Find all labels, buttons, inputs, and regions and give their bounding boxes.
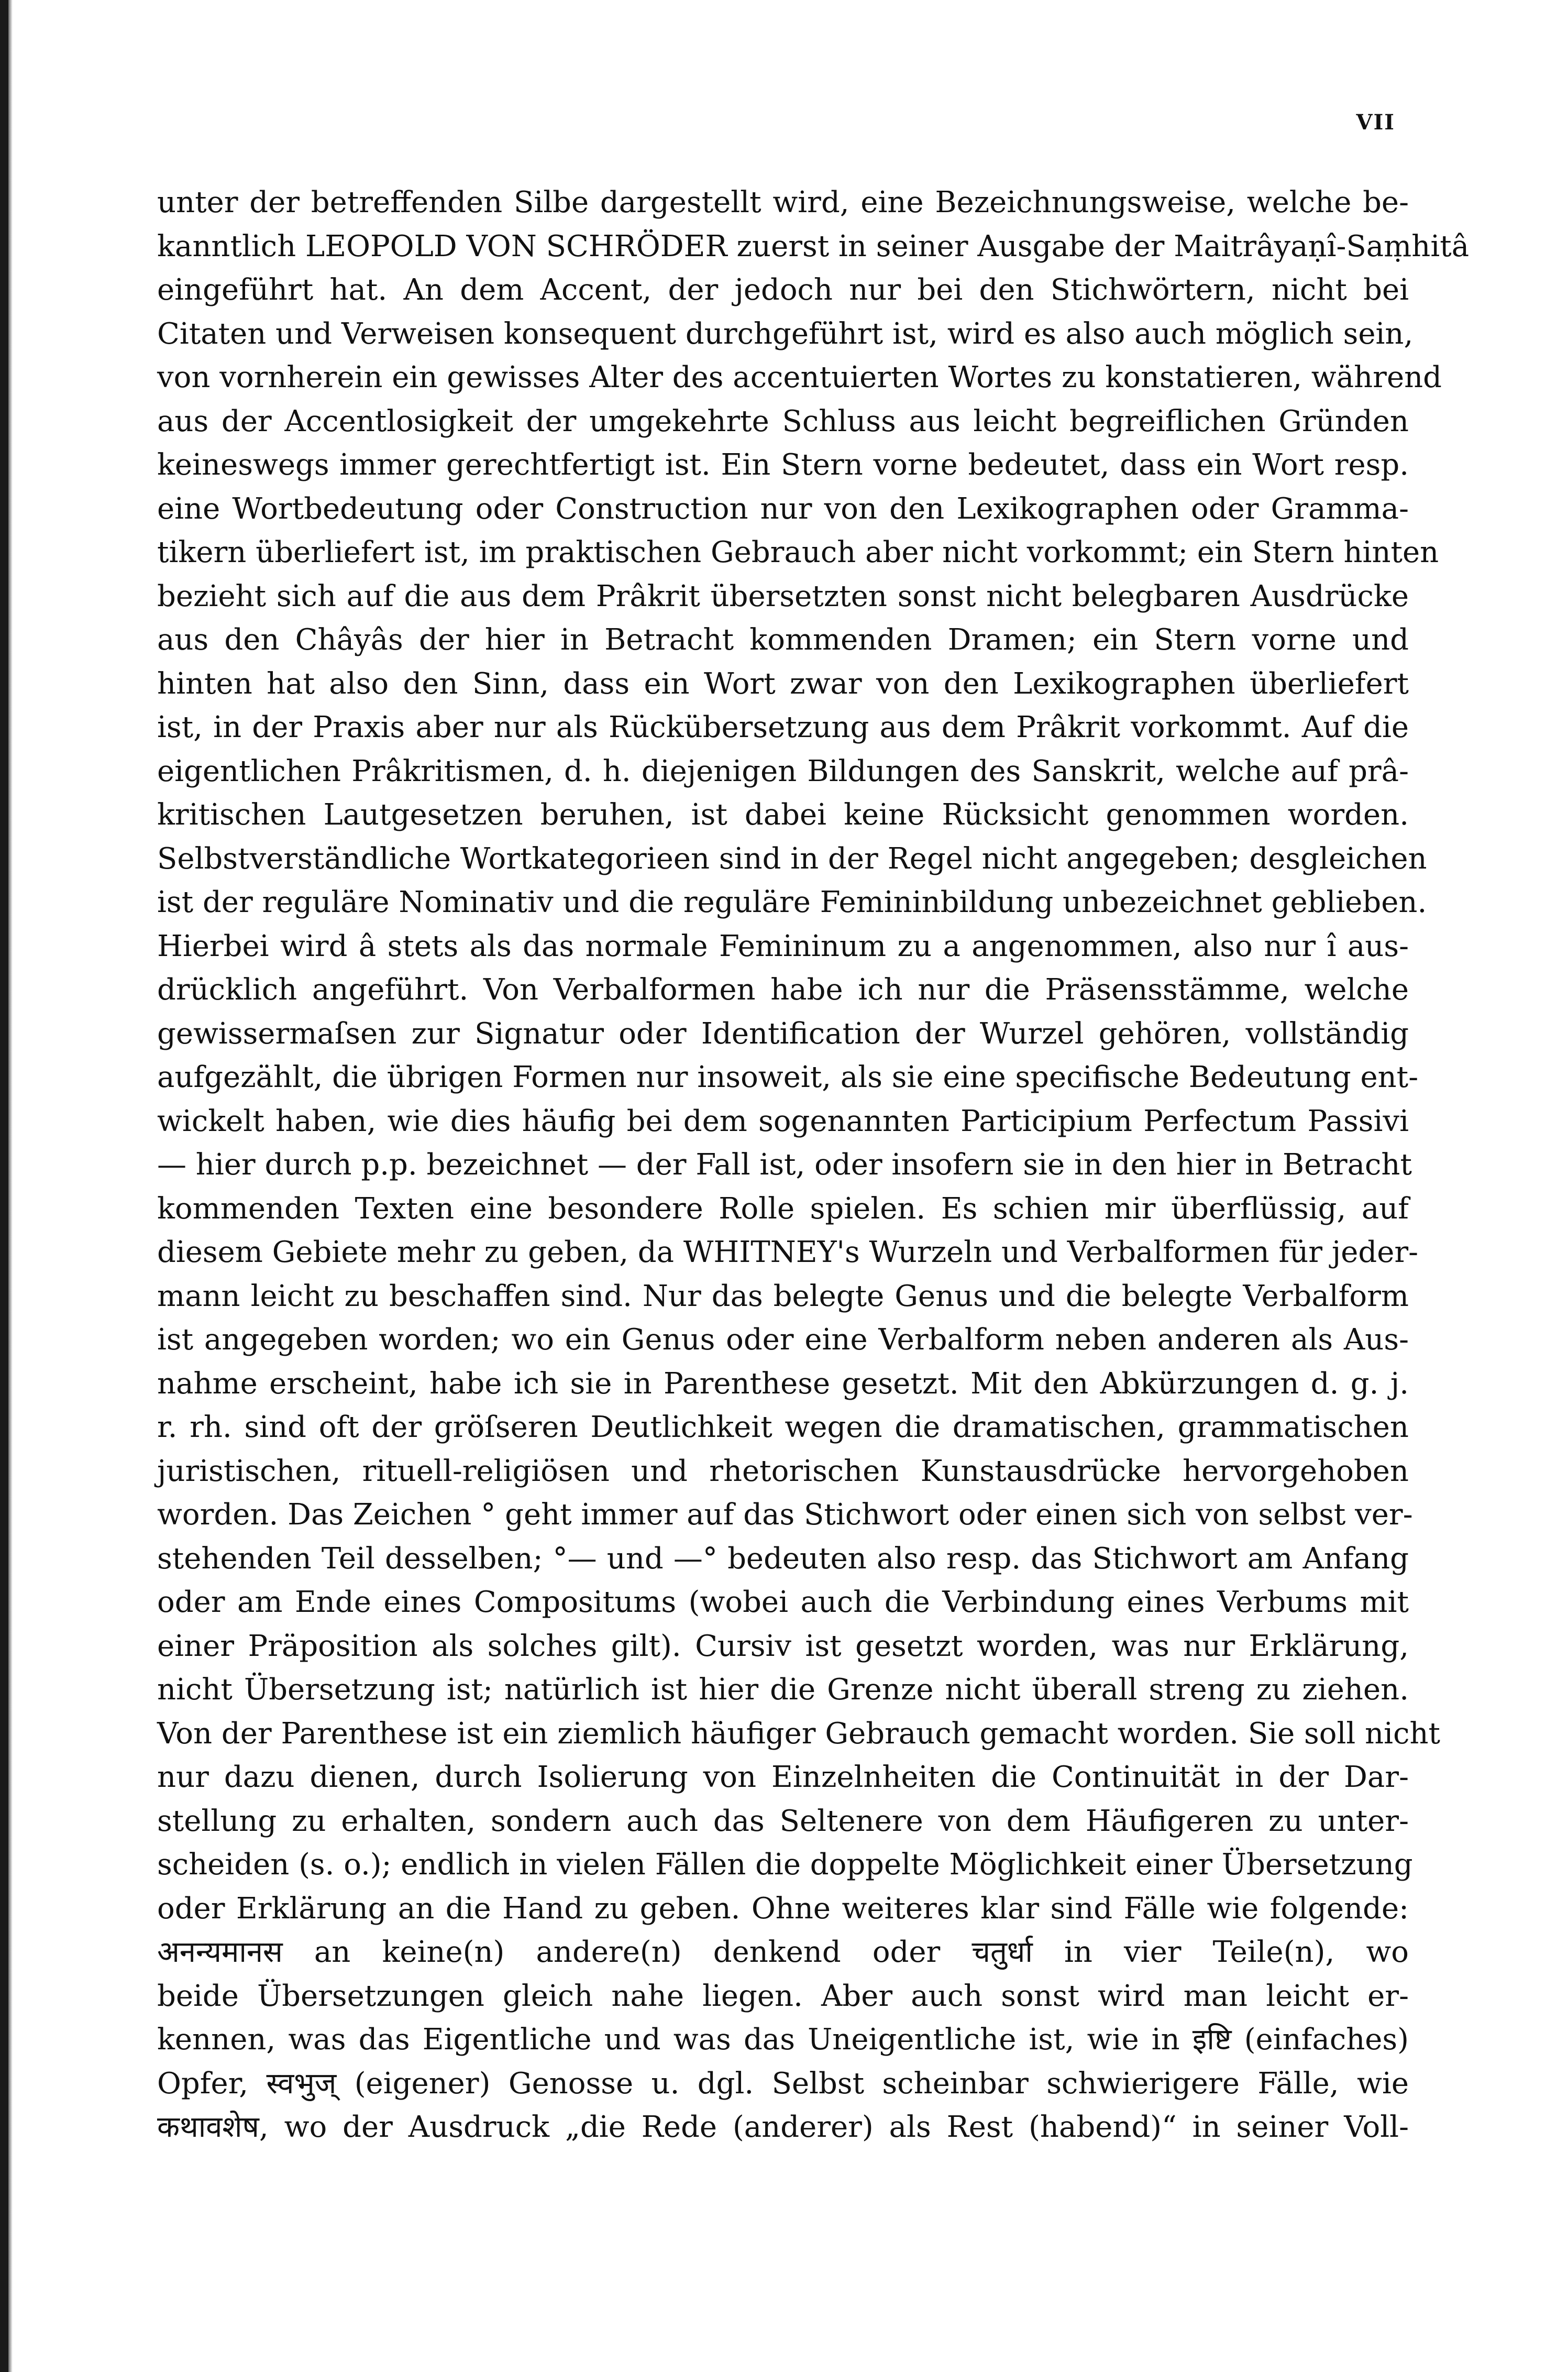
text-line: — hier durch p.p. bezeichnet — der Fall ist, oder insofern sie in den hier in Betracht bbox=[157, 1148, 1412, 1182]
text-line: worden. Das Zeichen ° geht immer auf das Stichwort oder einen sich von selbst ver- bbox=[157, 1498, 1413, 1532]
text-line: kanntlich LEOPOLD VON SCHRÖDER zuerst in seiner Ausgabe der Maitrâyaṇî-Saṃhitâ bbox=[157, 229, 1470, 263]
text-line: mann leicht zu beschaffen sind. Nur das belegte Genus und die belegte Verbalform bbox=[157, 1279, 1409, 1313]
text-line: oder am Ende eines Compositums (wobei auch die Verbindung eines Verbums mit bbox=[157, 1585, 1409, 1619]
text-line: Selbstverständliche Wortkategorieen sind in der Regel nicht angegeben; desgleichen bbox=[157, 841, 1427, 876]
body-text bbox=[157, 181, 1470, 2149]
text-line: juristischen, rituell-religiösen und rhetorischen Kunstausdrücke hervorgehoben bbox=[157, 1454, 1409, 1488]
text-line: nicht Übersetzung ist; natürlich ist hier die Grenze nicht überall streng zu ziehen. bbox=[157, 1673, 1409, 1707]
text-line: eine Wortbedeutung oder Construction nur von den Lexikographen oder Gramma- bbox=[157, 491, 1409, 526]
text-line: hinten hat also den Sinn, dass ein Wort zwar von den Lexikographen überliefert bbox=[157, 666, 1409, 701]
text-line: wickelt haben, wie dies häufig bei dem sogenannten Participium Perfectum Passivi bbox=[157, 1104, 1409, 1138]
text-line: कथावशेष, wo der Ausdruck „die Rede (anderer) als Rest (habend)“ in seiner Voll- bbox=[157, 2110, 1409, 2144]
text-line: Hierbei wird â stets als das normale Femininum zu a angenommen, also nur î aus- bbox=[157, 929, 1409, 963]
text-line: stehenden Teil desselben; °— und —° bedeuten also resp. das Stichwort am Anfang bbox=[157, 1541, 1409, 1576]
text-line: ist der reguläre Nominativ und die reguläre Femininbildung unbezeichnet geblieben. bbox=[157, 885, 1427, 919]
scan-border bbox=[0, 0, 8, 2372]
text-line: aufgezählt, die übrigen Formen nur insoweit, als sie eine specifische Bedeutung ent- bbox=[157, 1060, 1419, 1094]
text-line: ist angegeben worden; wo ein Genus oder eine Verbalform neben anderen als Aus- bbox=[157, 1323, 1409, 1357]
text-line: Von der Parenthese ist ein ziemlich häufiger Gebrauch gemacht worden. Sie soll nicht bbox=[157, 1716, 1441, 1751]
text-line: aus der Accentlosigkeit der umgekehrte Schluss aus leicht begreiflichen Gründen bbox=[157, 404, 1409, 438]
text-line: ist, in der Praxis aber nur als Rückübersetzung aus dem Prâkrit vorkommt. Auf die bbox=[157, 710, 1409, 744]
text-line: einer Präposition als solches gilt). Cursiv ist gesetzt worden, was nur Erklärung, bbox=[157, 1629, 1409, 1663]
text-line: eigentlichen Prâkritismen, d. h. diejenigen Bildungen des Sanskrit, welche auf prâ- bbox=[157, 754, 1409, 788]
text-line: bezieht sich auf die aus dem Prâkrit übersetzten sonst nicht belegbaren Ausdrücke bbox=[157, 579, 1409, 613]
text-line: drücklich angeführt. Von Verbalformen habe ich nur die Präsensstämme, welche bbox=[157, 973, 1409, 1007]
text-line: aus den Châyâs der hier in Betracht kommenden Dramen; ein Stern vorne und bbox=[157, 623, 1409, 657]
text-line: eingeführt hat. An dem Accent, der jedoch nur bei den Stichwörtern, nicht bei bbox=[157, 273, 1409, 307]
text-line: scheiden (s. o.); endlich in vielen Fällen die doppelte Möglichkeit einer Übersetzung bbox=[157, 1848, 1413, 1882]
text-line: beide Übersetzungen gleich nahe liegen. Aber auch sonst wird man leicht er- bbox=[157, 1979, 1409, 2013]
text-line: kennen, was das Eigentliche und was das Uneigentliche ist, wie in इष्टि (einfaches) bbox=[157, 2023, 1409, 2057]
text-line: kommenden Texten eine besondere Rolle spielen. Es schien mir überflüssig, auf bbox=[157, 1191, 1409, 1226]
text-line: diesem Gebiete mehr zu geben, da WHITNEY's Wurzeln und Verbalformen für jeder- bbox=[157, 1235, 1419, 1269]
text-line: tikern überliefert ist, im praktischen Gebrauch aber nicht vorkommt; ein Stern hinten bbox=[157, 535, 1439, 569]
scan-border-shadow bbox=[8, 0, 13, 2372]
text-line: Opfer, स्वभुज् (eigener) Genosse u. dgl. Selbst scheinbar schwierigere Fälle, wie bbox=[157, 2066, 1409, 2101]
text-line: nahme erscheint, habe ich sie in Parenthese gesetzt. Mit den Abkürzungen d. g. j. bbox=[157, 1366, 1409, 1401]
text-line: nur dazu dienen, durch Isolierung von Einzelnheiten die Continuität in der Dar- bbox=[157, 1760, 1409, 1794]
text-line: kritischen Lautgesetzen beruhen, ist dabei keine Rücksicht genommen worden. bbox=[157, 798, 1409, 832]
text-line: Citaten und Verweisen konsequent durchgeführt ist, wird es also auch möglich sein, bbox=[157, 316, 1414, 351]
text-line: gewissermaſsen zur Signatur oder Identification der Wurzel gehören, vollständig bbox=[157, 1016, 1409, 1051]
text-line: r. rh. sind oft der gröſseren Deutlichkeit wegen die dramatischen, grammatischen bbox=[157, 1410, 1409, 1444]
text-line: stellung zu erhalten, sondern auch das Seltenere von dem Häufigeren zu unter- bbox=[157, 1804, 1409, 1838]
text-line: von vornherein ein gewisses Alter des accentuierten Wortes zu konstatieren, während bbox=[157, 360, 1442, 394]
text-line: keineswegs immer gerechtfertigt ist. Ein Stern vorne bedeutet, dass ein Wort resp. bbox=[157, 448, 1409, 482]
text-line: अनन्यमानस an keine(n) andere(n) denkend oder चतुर्धा in vier Teile(n), wo bbox=[157, 1935, 1409, 1969]
text-line: unter der betreffenden Silbe dargestellt wird, eine Bezeichnungsweise, welche be- bbox=[157, 185, 1409, 219]
text-line: oder Erklärung an die Hand zu geben. Ohne weiteres klar sind Fälle wie folgende: bbox=[157, 1891, 1409, 1926]
page-number: VII bbox=[1356, 110, 1395, 135]
